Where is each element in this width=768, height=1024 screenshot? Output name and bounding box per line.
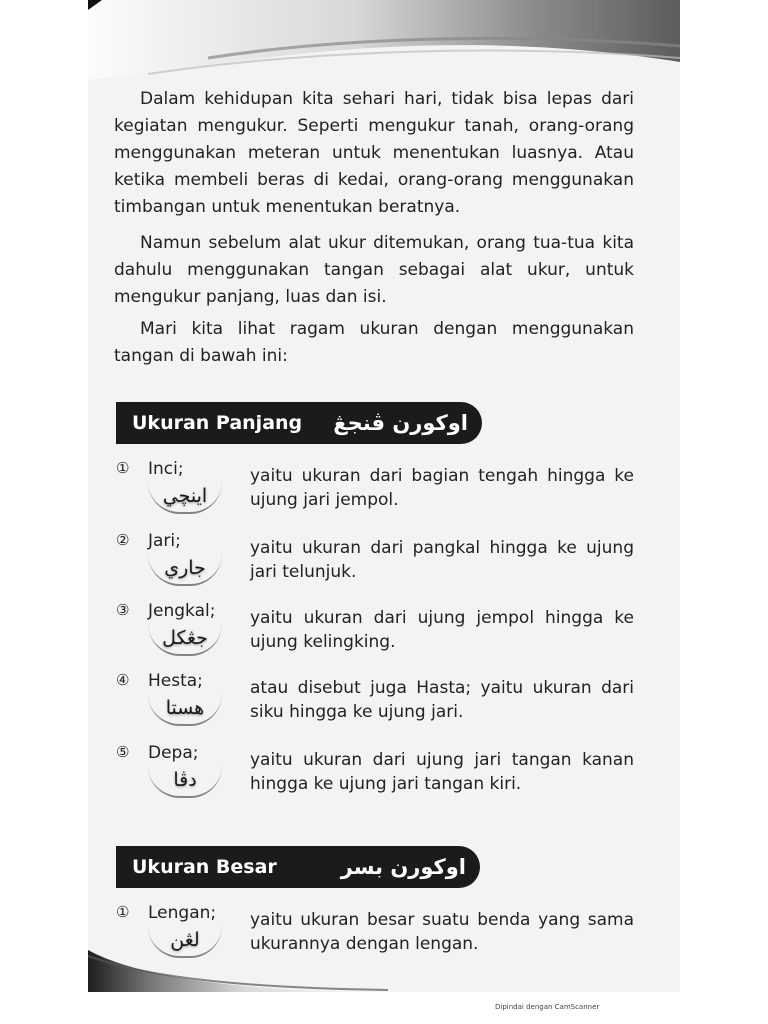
measure-item-inci — [116, 458, 636, 520]
item-description: atau disebut juga Hasta; yaitu ukuran dari siku hingga ke ujung jari. — [250, 678, 634, 722]
measure-item-jengkal — [116, 600, 636, 662]
section-title: Ukuran Panjang — [132, 412, 303, 434]
item-number: ③ — [116, 601, 130, 619]
measure-item-depa — [116, 742, 636, 804]
intro-paragraph-3: Mari kita lihat ragam ukuran dengan menggunakan tangan di bawah ini: — [114, 319, 634, 366]
item-jawi: لڠن — [148, 926, 222, 958]
section-title-jawi: اوكورن ڤنجڠ — [333, 411, 468, 435]
item-number: ② — [116, 531, 130, 549]
bottom-decorative-swoosh — [88, 932, 680, 992]
item-term: Inci; — [148, 459, 184, 479]
item-jawi: دڤا — [148, 766, 222, 798]
item-term: Jengkal; — [148, 601, 216, 621]
intro-paragraph-2: Namun sebelum alat ukur ditemukan, orang tua-tua kita dahulu menggunakan tangan sebagai alat ukur, untuk mengukur panjang, luas dan isi. — [114, 233, 634, 307]
measure-item-hesta — [116, 670, 636, 732]
section-banner-ukuran-besar — [116, 846, 480, 888]
section-banner-ukuran-panjang — [116, 402, 482, 444]
item-description: yaitu ukuran besar suatu benda yang sama ukurannya dengan lengan. — [250, 910, 634, 954]
item-term: Jari; — [148, 531, 181, 551]
item-number: ① — [116, 903, 130, 921]
item-description: yaitu ukuran dari pangkal hingga ke ujung jari telunjuk. — [250, 538, 634, 582]
item-jawi: اينچي — [148, 482, 222, 514]
item-number: ⑤ — [116, 743, 130, 761]
scanner-footer-note: Dipindai dengan CamScanner — [495, 1003, 600, 1011]
item-description: yaitu ukuran dari bagian tengah hingga ke ujung jari jempol. — [250, 466, 634, 510]
scanned-page — [88, 0, 680, 992]
top-decorative-swoosh — [88, 0, 680, 90]
item-term: Hesta; — [148, 671, 203, 691]
item-term: Depa; — [148, 743, 199, 763]
item-description: yaitu ukuran dari ujung jari tangan kanan hingga ke ujung jari tangan kiri. — [250, 750, 634, 794]
item-jawi: جڠكل — [148, 624, 222, 656]
intro-paragraph-1: Dalam kehidupan kita sehari hari, tidak bisa lepas dari kegiatan mengukur. Seperti mengukur tanah, orang-orang menggunakan meteran untuk menentukan luasnya. Atau ketika membeli beras di kedai, orang-orang menggunakan timbangan untuk menentukan beratnya. — [114, 89, 634, 217]
section-title-jawi: اوكورن بسر — [340, 855, 466, 879]
section-title: Ukuran Besar — [132, 856, 277, 878]
item-number: ① — [116, 459, 130, 477]
item-jawi: جاري — [148, 554, 222, 586]
item-number: ④ — [116, 671, 130, 689]
item-description: yaitu ukuran dari ujung jempol hingga ke ujung kelingking. — [250, 608, 634, 652]
measure-item-jari — [116, 530, 636, 592]
item-jawi: هستا — [148, 694, 222, 726]
item-term: Lengan; — [148, 903, 217, 923]
